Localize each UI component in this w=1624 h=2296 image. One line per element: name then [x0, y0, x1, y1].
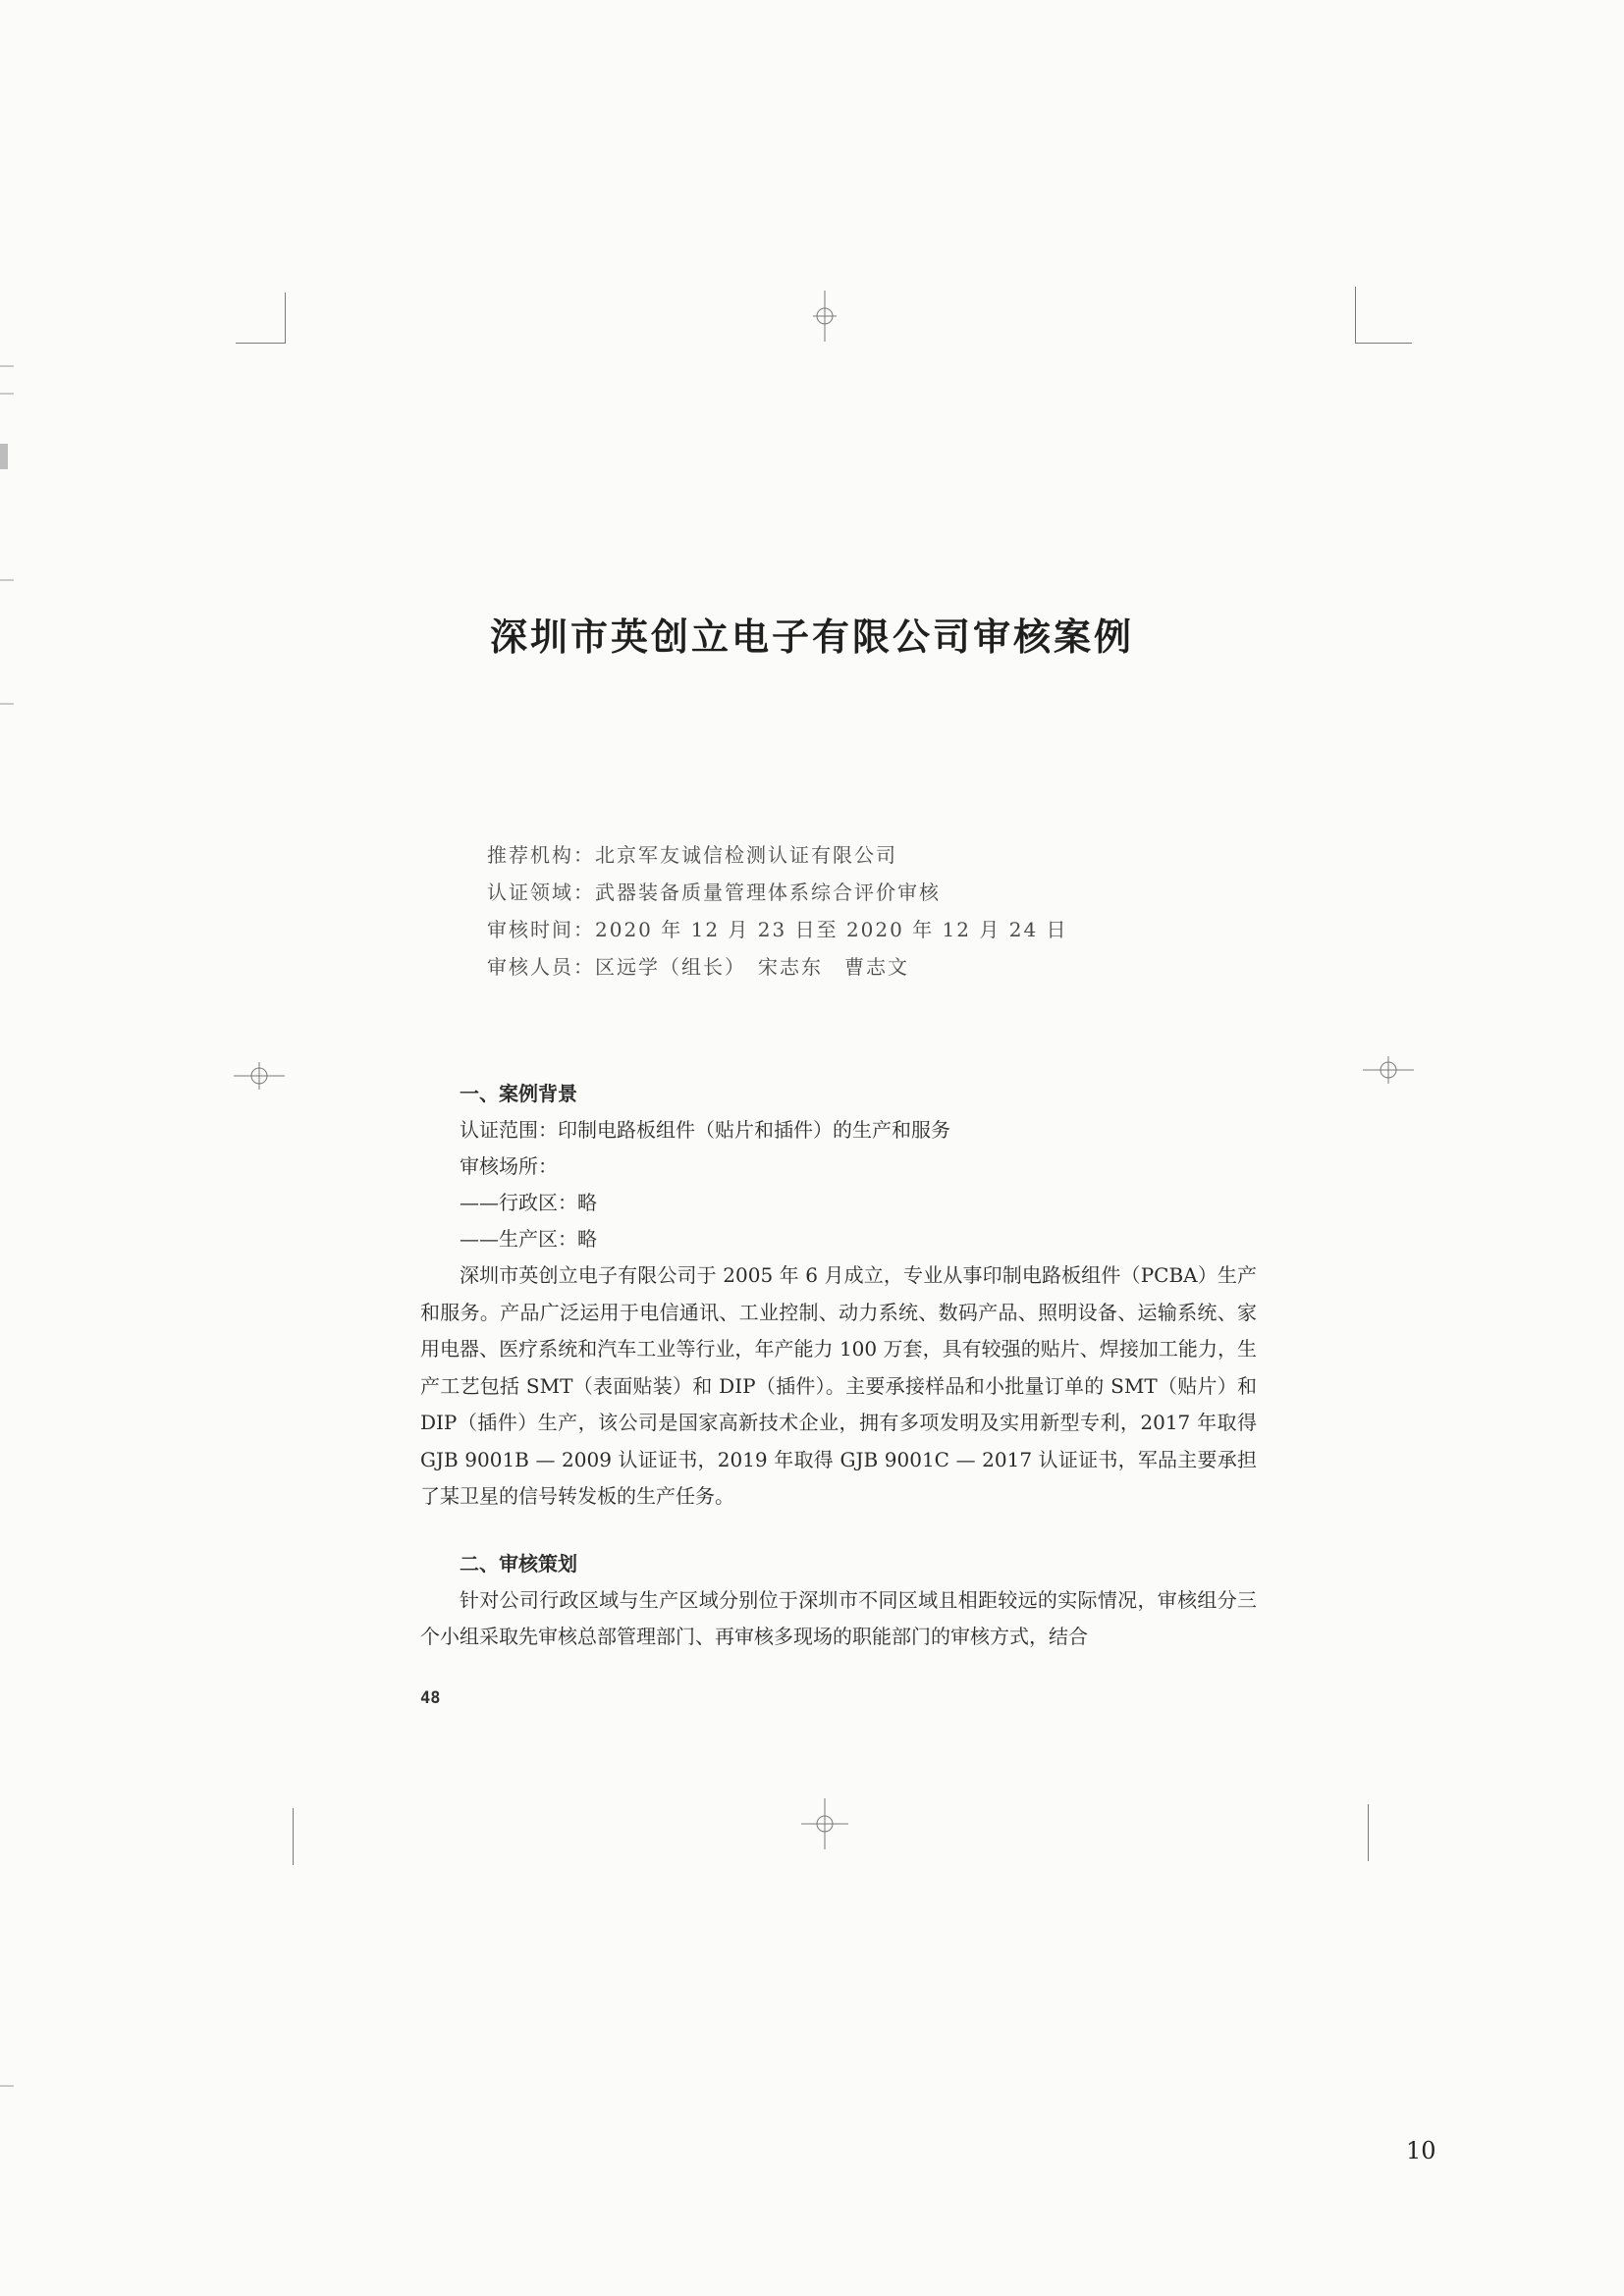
meta-label: 推荐机构：: [487, 843, 595, 867]
certification-scope: 认证范围：印制电路板组件（贴片和插件）的生产和服务: [460, 1118, 950, 1142]
company-background-paragraph: 深圳市英创立电子有限公司于 2005 年 6 月成立，专业从事印制电路板组件（PCBA）生产和服务。产品广泛运用于电信通讯、工业控制、动力系统、数码产品、照明设备、运输系统、家用电器、医疗系统和汽车工业等行业，年产能力 100 万套，具有较强的贴片、焊接加工能力，生产工艺包括 SMT（表面贴装）和 DIP（插件）。主要承接样品和小批量订单的 SMT（贴片）和 DIP（插件）生产，该公司是国家高新技术企业，拥有多项发明及实用新型专利，2017 年取得 GJB 9001B — 2009 认证证书，2019 年取得 GJB 9001C — 2017 认证证书，军品主要承担了某卫星的信号转发板的生产任务。: [420, 1263, 1257, 1508]
body-text: [420, 1075, 1257, 1656]
crop-mark: [236, 343, 285, 344]
meta-row-time: [487, 911, 1068, 948]
crop-mark: [1355, 287, 1356, 344]
meta-row-recommender: [487, 836, 1068, 874]
scan-edge-mark: [0, 444, 8, 469]
registration-mark-icon: [797, 289, 852, 344]
scan-edge-mark: [0, 703, 14, 705]
meta-label: 认证领域：: [487, 881, 595, 904]
section-heading: 一、案例背景: [460, 1082, 577, 1105]
case-meta: [487, 836, 1068, 986]
audit-site-production: ——生产区：略: [460, 1227, 597, 1251]
registration-mark-icon: [797, 1796, 852, 1851]
scan-edge-mark: [0, 2085, 14, 2087]
document-title: 深圳市英创立电子有限公司审核案例: [489, 614, 1134, 659]
audit-site-admin: ——行政区：略: [460, 1191, 597, 1214]
crop-mark: [293, 1808, 294, 1865]
audit-sites-label: 审核场所：: [460, 1154, 558, 1178]
crop-mark: [1368, 1804, 1369, 1861]
scan-edge-mark: [0, 579, 14, 581]
book-page-number: 48: [420, 1688, 441, 1708]
audit-planning-paragraph: 针对公司行政区域与生产区域分别位于深圳市不同区域且相距较远的实际情况，审核组分三个小组采取先审核总部管理部门、再审核多现场的职能部门的审核方式，结合: [420, 1587, 1257, 1648]
meta-label: 审核时间：: [487, 918, 595, 941]
crop-mark: [285, 293, 286, 344]
meta-row-field: [487, 874, 1068, 911]
meta-value: 武器装备质量管理体系综合评价审核: [595, 881, 941, 904]
meta-value: 区远学（组长） 宋志东 曹志文: [595, 955, 909, 979]
scan-edge-mark: [0, 365, 14, 367]
meta-row-auditors: [487, 948, 1068, 986]
meta-value: 2020 年 12 月 23 日至 2020 年 12 月 24 日: [595, 918, 1068, 941]
page-number: 10: [1406, 2137, 1436, 2164]
section-heading: 二、审核策划: [460, 1551, 577, 1575]
registration-mark-icon: [1361, 1042, 1416, 1097]
registration-mark-icon: [232, 1048, 287, 1103]
meta-label: 审核人员：: [487, 955, 595, 979]
crop-mark: [1355, 343, 1412, 344]
scan-edge-mark: [0, 393, 14, 395]
meta-value: 北京军友诚信检测认证有限公司: [595, 843, 897, 867]
